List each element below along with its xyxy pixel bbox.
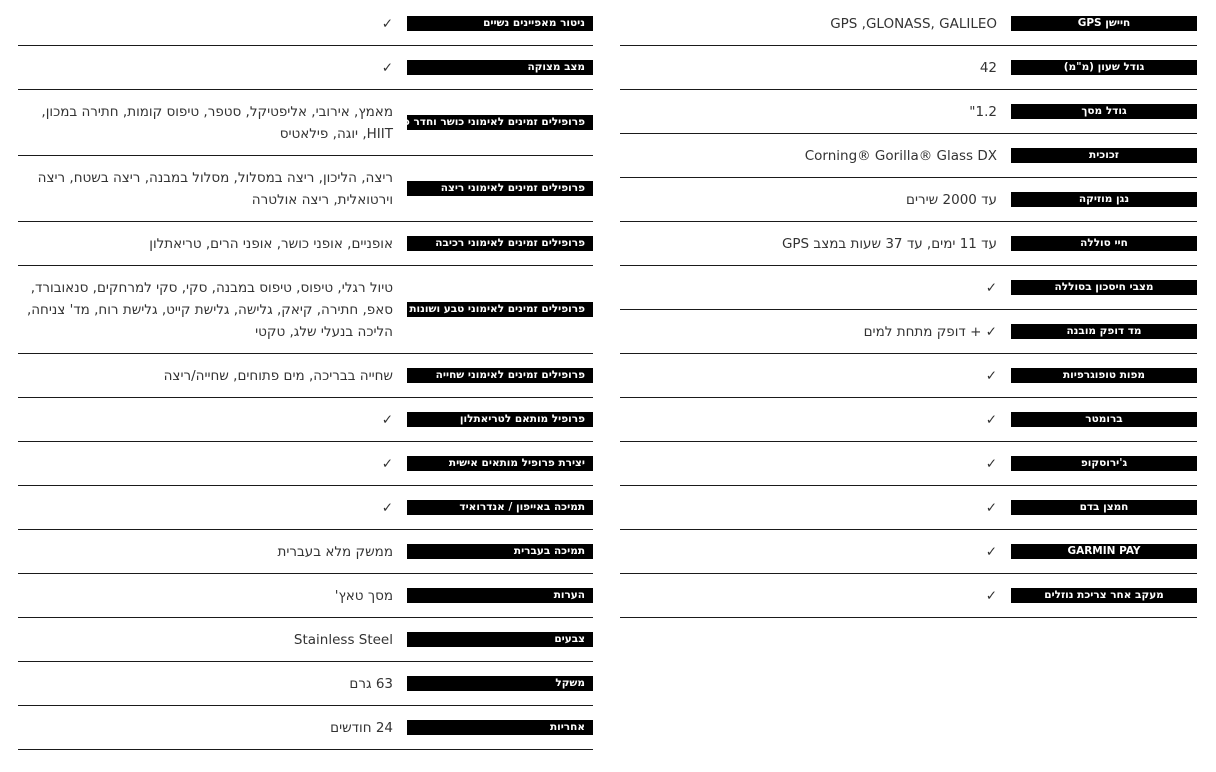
spec-value: 1.2"	[969, 103, 997, 120]
spec-label: חיי סוללה	[1011, 236, 1197, 251]
spec-value: 63 גרם	[349, 675, 393, 692]
check-icon: ✓	[381, 59, 393, 76]
spec-label: גודל שעון (מ"מ)	[1011, 60, 1197, 75]
spec-label: תמיכה באייפון / אנדרואיד	[407, 500, 593, 515]
spec-row-blood-oxygen	[620, 486, 1197, 530]
spec-value: טיול רגלי, טיפוס, טיפוס במבנה, סקי, סקי למרחקים, סנאובורד, סאפ, חתירה, קיאק, גלישה, גלישת קייט, גלישת רוח, מד' צניחה, הליכה בנעלי שלג, טקטי	[26, 279, 393, 340]
spec-row-watch-size	[620, 46, 1197, 90]
spec-value: מסך טאץ'	[334, 587, 393, 604]
spec-value: GPS ,GLONASS, GALILEO	[830, 15, 997, 32]
spec-row-heart-rate	[620, 310, 1197, 354]
spec-label: צבעים	[407, 632, 593, 647]
check-icon: ✓	[985, 411, 997, 428]
spec-label: מעקב אחר צריכת נוזלים	[1011, 588, 1197, 603]
spec-row-music-player	[620, 178, 1197, 222]
spec-label: יצירת פרופיל מותאים אישית	[407, 456, 593, 471]
spec-value: ✓ + דופק מתחת למים	[863, 323, 997, 340]
spec-label: פרופילים זמינים לאימוני כושר וחדר כושר	[407, 115, 593, 130]
spec-label: נגן מוזיקה	[1011, 192, 1197, 207]
spec-row-womens-health	[18, 2, 593, 46]
spec-row-emergency-mode	[18, 46, 593, 90]
spec-label: פרופילים זמינים לאימוני ריצה	[407, 181, 593, 196]
spec-row-hebrew-support	[18, 530, 593, 574]
spec-row-custom-profile	[18, 442, 593, 486]
spec-label: ג'ירוסקופ	[1011, 456, 1197, 471]
spec-label: משקל	[407, 676, 593, 691]
spec-value: Stainless Steel	[293, 631, 393, 648]
spec-label: מצב מצוקה	[407, 60, 593, 75]
check-icon: ✓	[985, 455, 997, 472]
spec-label: מצבי חיסכון בסוללה	[1011, 280, 1197, 295]
check-icon: ✓	[381, 499, 393, 516]
spec-row-warranty	[18, 706, 593, 750]
check-icon: ✓	[985, 543, 997, 560]
spec-row-swim-profiles	[18, 354, 593, 398]
spec-row-gym-profiles	[18, 90, 593, 156]
spec-row-barometer	[620, 398, 1197, 442]
specs-column-right	[620, 2, 1197, 618]
spec-label: הערות	[407, 588, 593, 603]
check-icon: ✓	[381, 411, 393, 428]
spec-row-hydration	[620, 574, 1197, 618]
spec-label: מפות טופוגרפיות	[1011, 368, 1197, 383]
spec-label: מד דופק מובנה	[1011, 324, 1197, 339]
spec-value: ממשק מלא בעברית	[277, 543, 393, 560]
spec-label: גודל מסך	[1011, 104, 1197, 119]
spec-row-notes	[18, 574, 593, 618]
spec-value: Corning® Gorilla® Glass DX	[804, 147, 997, 164]
spec-row-running-profiles	[18, 156, 593, 222]
check-icon: ✓	[381, 455, 393, 472]
spec-row-battery-saver	[620, 266, 1197, 310]
spec-label: פרופילים זמינים לאימוני שחייה	[407, 368, 593, 383]
check-icon: ✓	[985, 279, 997, 296]
spec-row-screen-size	[620, 90, 1197, 134]
spec-label: אחריות	[407, 720, 593, 735]
spec-row-weight	[18, 662, 593, 706]
spec-value: שחייה בבריכה, מים פתוחים, שחייה/ריצה	[163, 367, 393, 384]
spec-value: 24 חודשים	[330, 719, 393, 736]
spec-row-phone-support	[18, 486, 593, 530]
spec-row-battery-life	[620, 222, 1197, 266]
check-icon: ✓	[985, 587, 997, 604]
spec-value: ריצה, הליכון, ריצה במסלול, מסלול במבנה, ריצה בשטח, ריצה וירטואלית, ריצה אולטרה	[37, 169, 393, 208]
spec-label: זכוכית	[1011, 148, 1197, 163]
check-icon: ✓	[985, 367, 997, 384]
spec-label: פרופילים זמינים לאימוני רכיבה	[407, 236, 593, 251]
spec-row-gps-sensor	[620, 2, 1197, 46]
spec-label: GARMIN PAY	[1011, 544, 1197, 559]
check-icon: ✓	[381, 15, 393, 32]
spec-row-topo-maps	[620, 354, 1197, 398]
spec-value: עד 11 ימים, עד 37 שעות במצב GPS	[781, 235, 997, 252]
spec-value: מאמץ, אירובי, אליפטיקל, סטפר, טיפוס קומות, חתירה במכון, HIIT, יוגה, פילאטיס	[41, 103, 393, 142]
check-icon: ✓	[985, 499, 997, 516]
spec-value: אופניים, אופני כושר, אופני הרים, טריאתלון	[149, 235, 393, 252]
spec-row-colors	[18, 618, 593, 662]
spec-label: חמצן בדם	[1011, 500, 1197, 515]
spec-label: פרופילים זמינים לאימוני טבע ושונות	[407, 302, 593, 317]
spec-label: חיישן GPS	[1011, 16, 1197, 31]
spec-row-outdoor-profiles	[18, 266, 593, 354]
spec-row-garmin-pay	[620, 530, 1197, 574]
spec-label: פרופיל מותאם לטריאתלון	[407, 412, 593, 427]
spec-label: ניטור מאפיינים נשיים	[407, 16, 593, 31]
specs-column-left	[18, 2, 593, 750]
spec-value: עד 2000 שירים	[906, 191, 997, 208]
spec-row-triathlon-profile	[18, 398, 593, 442]
spec-label: ברומטר	[1011, 412, 1197, 427]
spec-row-glass	[620, 134, 1197, 178]
spec-row-cycling-profiles	[18, 222, 593, 266]
spec-value: 42	[979, 59, 997, 76]
spec-label: תמיכה בעברית	[407, 544, 593, 559]
spec-row-gyroscope	[620, 442, 1197, 486]
